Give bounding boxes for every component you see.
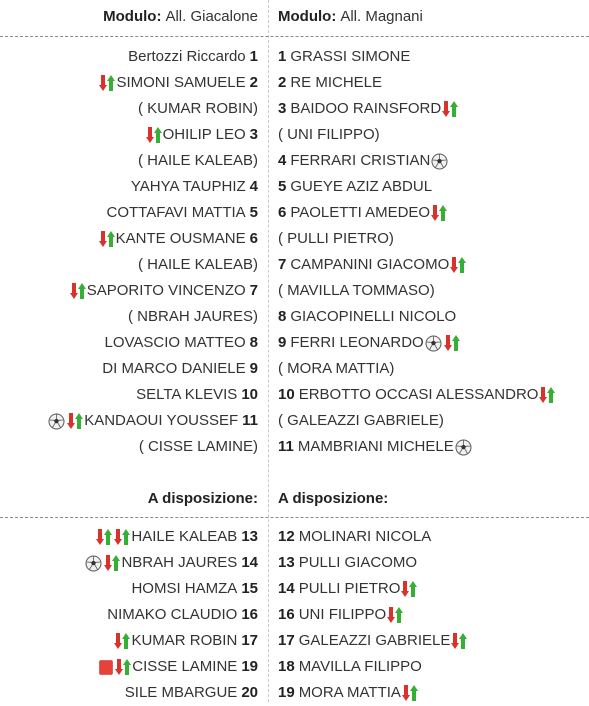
lineup-row	[0, 576, 589, 602]
away-player-name: ( MORA MATTIA)	[278, 360, 395, 377]
home-player-name: HOMSI HAMZA	[131, 580, 238, 597]
home-player-number: 4	[249, 178, 258, 195]
home-player-number: 8	[249, 334, 258, 351]
lineup-row	[0, 70, 589, 96]
home-player	[105, 330, 258, 356]
home-player-name: SELTA KLEVIS	[136, 386, 238, 403]
away-player-name: ERBOTTO OCCASI ALESSANDRO	[298, 386, 539, 403]
away-player-name: UNI FILIPPO	[298, 606, 387, 623]
away-player	[278, 680, 419, 706]
home-module	[103, 0, 258, 34]
home-player	[139, 434, 258, 460]
home-player-number: 14	[241, 554, 258, 571]
away-player	[278, 550, 417, 576]
away-player-number: 5	[278, 178, 287, 195]
home-player	[113, 628, 258, 654]
away-player-number: 8	[278, 308, 287, 325]
away-player	[278, 434, 473, 460]
away-player-name: BAIDOO RAINSFORD	[290, 100, 442, 117]
sub-icon	[114, 632, 130, 650]
lineup-row	[0, 434, 589, 460]
home-player-number: 13	[241, 528, 258, 545]
home-player	[84, 550, 258, 576]
away-player-number: 3	[278, 100, 287, 117]
lineup-row	[0, 680, 589, 706]
home-player	[131, 576, 258, 602]
away-player	[278, 628, 468, 654]
sub-icon	[67, 412, 83, 430]
sub-icon	[96, 528, 112, 546]
home-player	[47, 408, 258, 434]
away-player-number: 19	[278, 684, 295, 701]
home-player	[98, 654, 258, 680]
home-player	[128, 44, 258, 70]
home-player-name: KANDAOUI YOUSSEF	[84, 412, 239, 429]
away-player-name: MOLINARI NICOLA	[298, 528, 432, 545]
home-player	[102, 356, 258, 382]
away-player	[278, 602, 404, 628]
home-player	[98, 226, 258, 252]
lineup-row	[0, 356, 589, 382]
lineup-row	[0, 200, 589, 226]
lineup-row	[0, 408, 589, 434]
home-player-number: 17	[241, 632, 258, 649]
home-player-number: 7	[249, 282, 258, 299]
home-player-number: 20	[241, 684, 258, 701]
home-player	[145, 122, 258, 148]
away-player-name: MAMBRIANI MICHELE	[297, 438, 454, 455]
home-player	[138, 252, 258, 278]
away-player	[278, 304, 456, 330]
away-player-name: ( PULLI PIETRO)	[278, 230, 394, 247]
away-player	[278, 330, 461, 356]
home-player-number: 16	[241, 606, 258, 623]
away-module-label: Modulo:	[278, 8, 337, 25]
sub-icon	[387, 606, 403, 624]
lineup-row	[0, 96, 589, 122]
away-player-name: FERRARI CRISTIAN	[290, 152, 431, 169]
lineup-row	[0, 148, 589, 174]
away-player-number: 17	[278, 632, 295, 649]
home-module-label: Modulo:	[103, 8, 162, 25]
away-player	[278, 524, 431, 550]
away-player-number: 7	[278, 256, 287, 273]
lineup-row	[0, 382, 589, 408]
sub-icon	[451, 632, 467, 650]
home-player-number: 1	[249, 48, 258, 65]
away-player	[278, 174, 432, 200]
home-player-name: HAILE KALEAB	[131, 528, 238, 545]
away-player	[278, 278, 435, 304]
home-player-name: SIMONI SAMUELE	[116, 74, 246, 91]
ball-icon	[455, 439, 472, 456]
away-player-name: MAVILLA FILIPPO	[298, 658, 422, 675]
home-player-name: CISSE LAMINE	[132, 658, 238, 675]
away-player	[278, 576, 418, 602]
away-player-name: ( UNI FILIPPO)	[278, 126, 380, 143]
home-bench-title: A disposizione:	[147, 490, 258, 507]
lineup-row	[0, 304, 589, 330]
home-player-number: 19	[241, 658, 258, 675]
away-player	[278, 122, 380, 148]
home-player-name: SAPORITO VINCENZO	[86, 282, 246, 299]
away-player	[278, 252, 467, 278]
home-player-name: LOVASCIO MATTEO	[104, 334, 246, 351]
lineup-row	[0, 174, 589, 200]
home-player-name: ( NBRAH JAURES)	[127, 308, 258, 325]
home-player	[131, 174, 258, 200]
away-player-number: 11	[278, 438, 294, 455]
away-player-number: 10	[278, 386, 295, 403]
sub-icon	[114, 528, 130, 546]
away-player-number: 13	[278, 554, 295, 571]
home-player	[95, 524, 258, 550]
home-player-name: DI MARCO DANIELE	[102, 360, 246, 377]
away-player-number: 16	[278, 606, 295, 623]
away-player-number: 14	[278, 580, 295, 597]
ball-icon	[431, 153, 448, 170]
away-player-name: GRASSI SIMONE	[290, 48, 411, 65]
lineup-row	[0, 602, 589, 628]
home-coach: All. Giacalone	[165, 8, 258, 25]
home-player-number: 2	[249, 74, 258, 91]
home-player-name: Bertozzi Riccardo	[128, 48, 246, 65]
ball-icon	[48, 413, 65, 430]
home-player-number: 3	[249, 126, 258, 143]
lineup-row	[0, 226, 589, 252]
away-player-name: PULLI PIETRO	[298, 580, 401, 597]
lineup-row	[0, 278, 589, 304]
sub-icon	[99, 230, 115, 248]
away-player	[278, 200, 448, 226]
sub-icon	[442, 100, 458, 118]
sub-icon	[402, 684, 418, 702]
away-player-name: PULLI GIACOMO	[298, 554, 418, 571]
away-player-name: PAOLETTI AMEDEO	[290, 204, 431, 221]
home-player-name: ( HAILE KALEAB)	[137, 152, 258, 169]
lineup-row	[0, 44, 589, 70]
home-player-number: 10	[241, 386, 258, 403]
away-player-number: 18	[278, 658, 295, 675]
lineup-header-row	[0, 0, 589, 26]
away-bench-title: A disposizione:	[278, 490, 389, 507]
away-player	[278, 96, 459, 122]
sub-icon	[401, 580, 417, 598]
away-player-name: CAMPANINI GIACOMO	[290, 256, 450, 273]
lineup-row	[0, 628, 589, 654]
away-player-number: 12	[278, 528, 295, 545]
away-player	[278, 70, 382, 96]
sub-icon	[99, 74, 115, 92]
sub-icon	[115, 658, 131, 676]
home-player-name: YAHYA TAUPHIZ	[130, 178, 246, 195]
away-player-number: 6	[278, 204, 287, 221]
away-module	[278, 0, 423, 34]
home-player-name: SILE MBARGUE	[124, 684, 238, 701]
home-player-name: NBRAH JAURES	[121, 554, 238, 571]
header-separator	[0, 36, 589, 37]
home-player-name: NIMAKO CLAUDIO	[107, 606, 238, 623]
away-player-name: GIACOPINELLI NICOLO	[290, 308, 457, 325]
home-player	[136, 382, 258, 408]
home-player	[98, 70, 258, 96]
home-player-name: KANTE OUSMANE	[115, 230, 246, 247]
away-player	[278, 356, 394, 382]
sub-icon	[70, 282, 86, 300]
lineup-row	[0, 524, 589, 550]
away-player-number: 4	[278, 152, 287, 169]
away-player	[278, 148, 449, 174]
home-player	[125, 680, 258, 706]
away-player-number: 2	[278, 74, 287, 91]
sub-icon	[104, 554, 120, 572]
home-player-name: ( CISSE LAMINE)	[138, 438, 258, 455]
home-player-number: 9	[249, 360, 258, 377]
home-player	[107, 602, 258, 628]
away-player	[278, 44, 410, 70]
away-player	[278, 226, 394, 252]
red-card-icon	[99, 659, 113, 676]
lineup-row	[0, 654, 589, 680]
home-player	[138, 96, 258, 122]
home-player	[69, 278, 258, 304]
home-player	[128, 304, 258, 330]
bench-header-row	[0, 482, 589, 508]
home-player	[138, 148, 258, 174]
away-player	[278, 654, 422, 680]
home-player-number: 15	[241, 580, 258, 597]
away-player-number: 9	[278, 334, 287, 351]
away-player-name: GALEAZZI GABRIELE	[298, 632, 451, 649]
lineup-row	[0, 330, 589, 356]
home-player-number: 6	[249, 230, 258, 247]
ball-icon	[425, 335, 442, 352]
away-player-name: ( GALEAZZI GABRIELE)	[278, 412, 444, 429]
lineup-row	[0, 550, 589, 576]
bench-header-separator	[0, 517, 589, 518]
sub-icon	[146, 126, 162, 144]
away-player-name: FERRI LEONARDO	[290, 334, 424, 351]
home-player-number: 5	[249, 204, 258, 221]
home-player-number: 11	[242, 412, 258, 429]
sub-icon	[444, 334, 460, 352]
away-player-name: ( MAVILLA TOMMASO)	[278, 282, 435, 299]
home-player-name: COTTAFAVI MATTIA	[106, 204, 246, 221]
home-player-name: OHILIP LEO	[162, 126, 246, 143]
home-player-name: ( HAILE KALEAB)	[137, 256, 258, 273]
away-player	[278, 408, 444, 434]
away-player-name: RE MICHELE	[290, 74, 383, 91]
home-player-name: KUMAR ROBIN	[131, 632, 238, 649]
away-coach: All. Magnani	[340, 8, 423, 25]
lineup-row	[0, 252, 589, 278]
away-player-name: MORA MATTIA	[298, 684, 401, 701]
home-player	[106, 200, 258, 226]
away-player	[278, 382, 556, 408]
home-player-name: ( KUMAR ROBIN)	[138, 100, 258, 117]
away-player-number: 1	[278, 48, 287, 65]
sub-icon	[450, 256, 466, 274]
sub-icon	[539, 386, 555, 404]
away-player-name: GUEYE AZIZ ABDUL	[290, 178, 433, 195]
lineup-row	[0, 122, 589, 148]
sub-icon	[431, 204, 447, 222]
ball-icon	[85, 555, 102, 572]
